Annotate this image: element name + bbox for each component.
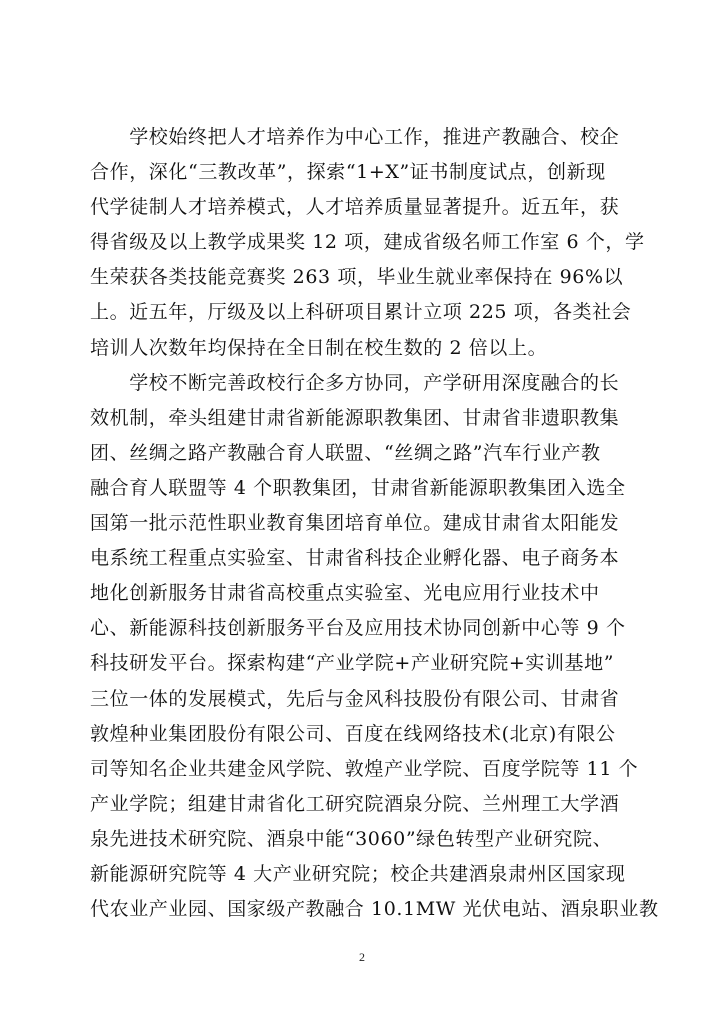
page-number: 2: [359, 950, 365, 964]
text-line: 代农业产业园、国家级产教融合 10.1MW 光伏电站、酒泉职业教: [90, 898, 659, 921]
text-line: 产业学院；组建甘肃省化工研究院酒泉分院、兰州理工大学酒: [90, 792, 620, 815]
text-line: 代学徒制人才培养模式，人才培养质量显著提升。近五年，获: [90, 196, 620, 219]
text-line: 新能源研究院等 4 大产业研究院；校企共建酒泉肃州区国家现: [90, 862, 626, 885]
text-line: 心、新能源科技创新服务平台及应用技术协同创新中心等 9 个: [90, 617, 626, 640]
text-line: 培训人次数年均保持在全日制在校生数的 2 倍以上。: [90, 336, 548, 359]
text-line: 电系统工程重点实验室、甘肃省科技企业孵化器、电子商务本: [90, 547, 620, 570]
text-line: 三位一体的发展模式，先后与金风科技股份有限公司、甘肃省: [90, 687, 620, 710]
body-text: [90, 120, 659, 927]
text-line: 团、丝绸之路产教融合育人联盟、“丝绸之路”汽车行业产教: [90, 441, 601, 464]
text-line: 得省级及以上教学成果奖 12 项，建成省级名师工作室 6 个，学: [90, 231, 645, 254]
text-line: 敦煌种业集团股份有限公司、百度在线网络技术(北京)有限公: [90, 722, 616, 745]
text-line: 融合育人联盟等 4 个职教集团，甘肃省新能源职教集团入选全: [90, 476, 626, 499]
text-line: 地化创新服务甘肃省高校重点实验室、光电应用行业技术中: [90, 582, 600, 605]
text-line: 合作，深化“三教改革”，探索“1+X”证书制度试点，创新现: [90, 161, 606, 184]
text-line: 上。近五年，厅级及以上科研项目累计立项 225 项，各类社会: [90, 301, 632, 324]
text-line: 学校始终把人才培养作为中心工作，推进产教融合、校企: [90, 126, 620, 148]
text-line: 泉先进技术研究院、酒泉中能“3060”绿色转型产业研究院、: [90, 827, 613, 850]
text-line: 学校不断完善政校行企多方协同，产学研用深度融合的长: [90, 371, 620, 394]
text-line: 国第一批示范性职业教育集团培育单位。建成甘肃省太阳能发: [90, 512, 620, 535]
text-line: 司等知名企业共建金风学院、敦煌产业学院、百度学院等 11 个: [90, 757, 639, 780]
text-line: 科技研发平台。探索构建“产业学院+产业研究院+实训基地”: [90, 652, 615, 675]
text-line: 效机制，牵头组建甘肃省新能源职教集团、甘肃省非遗职教集: [90, 406, 620, 429]
text-line: 生荣获各类技能竞赛奖 263 项，毕业生就业率保持在 96%以: [90, 266, 624, 289]
